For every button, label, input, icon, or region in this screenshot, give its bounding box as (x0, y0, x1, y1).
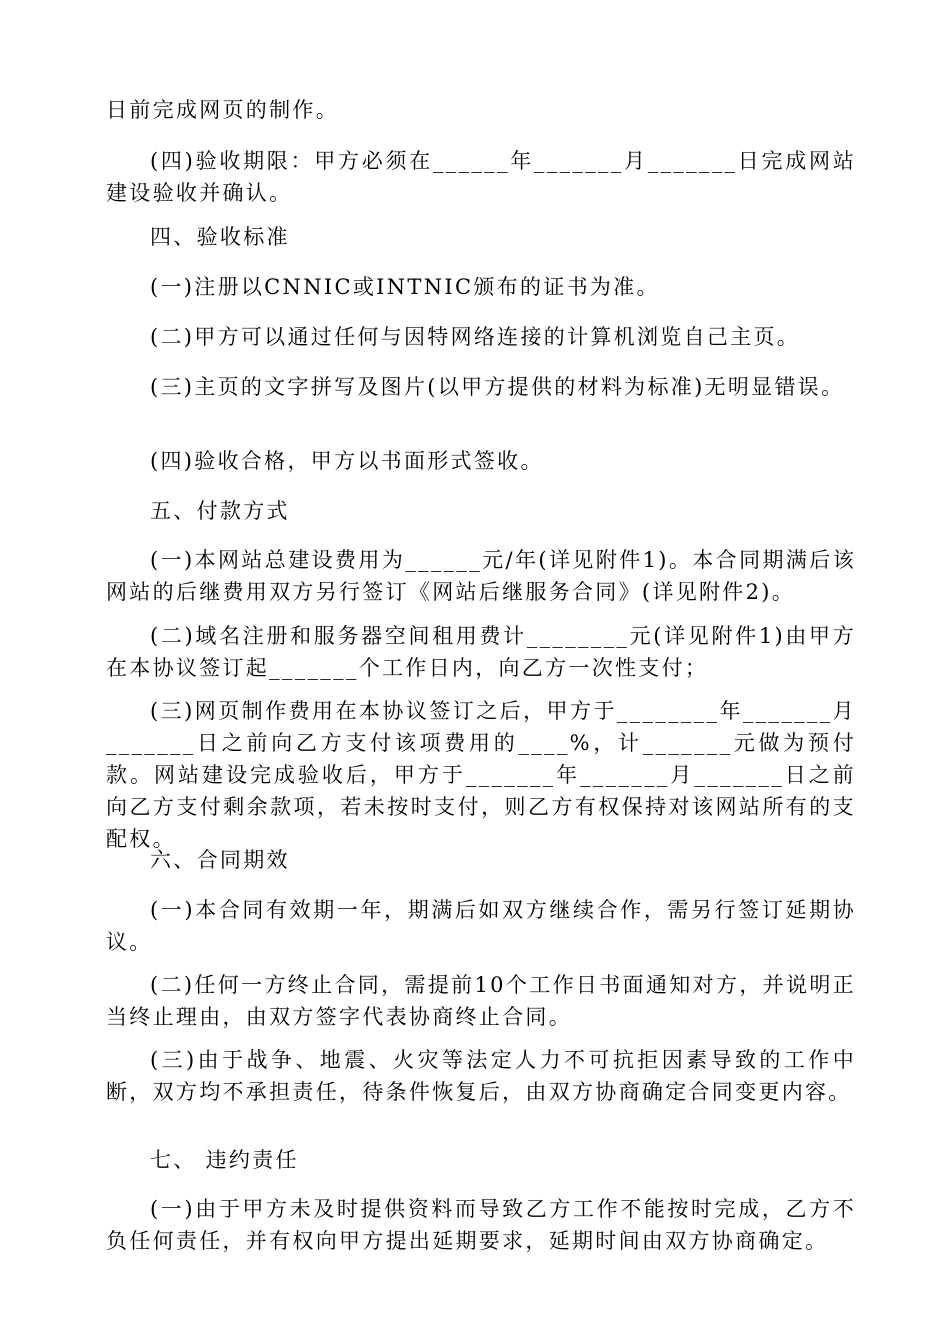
paragraph-continuation: 日前完成网页的制作。 (106, 98, 339, 122)
section-heading-6: 六、合同期效 (150, 848, 290, 872)
section-heading-4: 四、验收标准 (150, 225, 290, 249)
paragraph-6-1: (一)本合同有效期一年，期满后如双方继续合作，需另行签订延期协议。 (106, 898, 856, 954)
paragraph-5-1: (一)本网站总建设费用为______元/年(详见附件1)。本合同期满后该网站的后继费用双方另行签订《网站后继服务合同》(详见附件2)。 (106, 548, 856, 604)
paragraph-5-2: (二)域名注册和服务器空间租用费计________元(详见附件1)由甲方在本协议签订起_______个工作日内，向乙方一次性支付； (106, 624, 856, 680)
paragraph-4-1: (一)注册以CNNIC或INTNIC颁布的证书为准。 (150, 275, 660, 299)
section-heading-5: 五、付款方式 (150, 499, 290, 523)
paragraph-5-3: (三)网页制作费用在本协议签订之后，甲方于________年_______月_______日之前向乙方支付该项费用的____%，计_______元做为预付款。网站建设完成验收后，甲方于_______年_______月_______日之前向乙方支付剩余款项，若未按时支付，则乙方有权保持对该网站所有的支配权。 (106, 699, 856, 851)
paragraph-7-1: (一)由于甲方未及时提供资料而导致乙方工作不能按时完成，乙方不负任何责任，并有权向甲方提出延期要求，延期时间由双方协商确定。 (106, 1197, 856, 1253)
paragraph-4-4: (四)验收合格，甲方以书面形式签收。 (150, 449, 544, 473)
paragraph-6-3: (三)由于战争、地震、火灾等法定人力不可抗拒因素导致的工作中断，双方均不承担责任，待条件恢复后，由双方协商确定合同变更内容。 (106, 1048, 856, 1104)
paragraph-4-2: (二)甲方可以通过任何与因特网络连接的计算机浏览自己主页。 (150, 325, 801, 349)
paragraph-6-2: (二)任何一方终止合同，需提前10个工作日书面通知对方，并说明正当终止理由，由双方签字代表协商终止合同。 (106, 973, 856, 1029)
paragraph-4-3: (三)主页的文字拼写及图片(以甲方提供的材料为标准)无明显错误。 (150, 375, 845, 399)
paragraph-acceptance-deadline: (四)验收期限：甲方必须在______年_______月_______日完成网站建设验收并确认。 (106, 149, 856, 205)
section-heading-7: 七、 违约责任 (150, 1148, 299, 1172)
